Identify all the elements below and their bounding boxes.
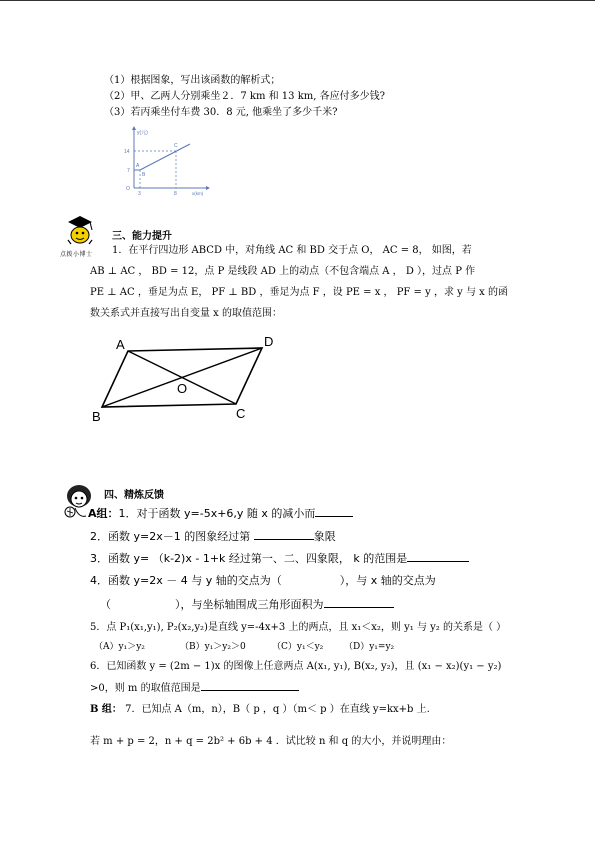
point-A-label: A [136, 163, 140, 169]
answer-blank-4 [324, 597, 394, 608]
section-4-title: 四、精炼反馈 [104, 490, 164, 501]
mascot-caption: 点拨小博士 [60, 251, 93, 258]
exercise-6-line-1: 6．已知函数 y = (2m − 1)x 的图像上任意两点 A(x₁, y₁), B(x₂, y₂)，且 (x₁ − x₂)(y₁ − y₂) [90, 661, 502, 672]
answer-blank-1 [315, 506, 353, 517]
y-axis-arrow [132, 126, 136, 130]
y-axis-label: y(元) [137, 130, 148, 136]
x-axis-arrow [206, 186, 210, 190]
point-B-label: B [142, 172, 146, 178]
vertex-D-label: D [264, 334, 274, 349]
exercise-A1 [88, 506, 353, 521]
question-1-text: （1）根据图象，写出该函数的解析式； [104, 75, 281, 86]
problem-1-line-2: AB ⊥ AC ， BD = 12，点 P 是线段 AD 上的动点（不包含端点 A ， D ），过点 P 作 [90, 266, 476, 277]
exercise-4-line-2 [100, 597, 394, 612]
answer-blank-6 [201, 680, 299, 691]
problem-1-line-4: 数关系式并直接写出自变量 x 的取值范围： [90, 308, 282, 319]
group-B-label: B 组： [90, 704, 122, 715]
exercise-4-text-a: 4．函数 y=2x － 4 与 y 轴的交点为（ [90, 574, 282, 587]
mascot-doctor-icon [64, 214, 96, 256]
problem-1-line-3: PE ⊥ AC ，垂足为点 E， PF ⊥ BD ，垂足为点 F ，设 PE = x ， PF = y ，求 y 与 x 的函 [90, 287, 508, 298]
parallelogram-figure [88, 334, 282, 426]
exercise-6-text: >0，则 m 的取值范围是 [90, 683, 201, 694]
x-axis-label: x(km) [192, 191, 204, 196]
answer-blank-2 [254, 529, 314, 540]
problem-1-line-1: 1．在平行四边形 ABCD 中，对角线 AC 和 BD 交于点 O， AC = 8， 如图，若 [112, 245, 472, 256]
x-tick-3: 3 [138, 191, 141, 196]
point-C-label: C [174, 143, 178, 149]
page-top-rule [0, 0, 595, 1]
fare-rising-segment [140, 144, 190, 170]
exercise-7-line-2: 若 m + p = 2，n + q = 2b² + 6b + 4 ．试比较 n 和 q 的大小，并说明理由： [90, 736, 452, 747]
vertex-C-label: C [236, 406, 246, 421]
exercise-2 [90, 529, 336, 544]
option-C: （C）y₁＜y₂ [272, 642, 324, 652]
option-B: （B）y₁＞y₂＞0 [180, 642, 246, 652]
exercise-2-text: 2．函数 y=2x－1 的图象经过第 [90, 530, 251, 543]
taxi-fare-graph [118, 124, 210, 196]
exercise-5-text: 5．点 P₁(x₁,y₁), P₂(x₂,y₂)是直线 y=-4x+3 上的两点，且 x₁＜x₂，则 y₁ 与 y₂ 的关系是（ ） [90, 622, 507, 633]
option-A: （A）y₁＞y₂ [94, 642, 145, 652]
section-3-title: 三、能力提升 [112, 231, 172, 242]
answer-blank-3 [407, 551, 469, 562]
vertex-B-label: B [92, 409, 101, 424]
exercise-3 [90, 551, 469, 566]
exercise-A1-text: 1．对于函数 y=-5x+6,y 随 x 的减小而 [118, 507, 316, 520]
exercise-4-text-c: （ [100, 598, 111, 611]
y-tick-14: 14 [124, 149, 130, 155]
exercise-7-text: 7．已知点 A（m，n），B（ p ，q ）（m＜ p ）在直线 y=kx+b 上. [125, 704, 430, 715]
vertex-A-label: A [116, 337, 125, 352]
x-tick-8: 8 [174, 191, 177, 196]
center-O-label: O [177, 381, 188, 396]
exercise-2-suffix: 象限 [313, 530, 336, 543]
exercise-4-text-b: ），与 x 轴的交点为 [339, 574, 436, 587]
exercise-4-text-d: ），与坐标轴围成三角形面积为 [175, 598, 324, 611]
exercise-3-text: 3．函数 y= （k-2)x - 1+k 经过第一、二、四象限， k 的范围是 [90, 552, 408, 565]
question-3-text: （3）若丙乘坐付车费 30．8 元, 他乘坐了多少千米? [104, 107, 338, 118]
exercise-6-line-2 [90, 680, 299, 695]
y-tick-7: 7 [127, 168, 130, 174]
exercise-4-line-1 [90, 574, 436, 588]
group-A-label: A组： [88, 507, 119, 520]
origin-label: O [126, 186, 130, 192]
option-D: （D）y₁=y₂ [344, 642, 395, 652]
exercise-B7-line-1 [90, 703, 430, 716]
question-2-text: （2）甲、乙两人分别乘坐２．7 km 和 13 km, 各应付多少钱? [104, 91, 385, 102]
